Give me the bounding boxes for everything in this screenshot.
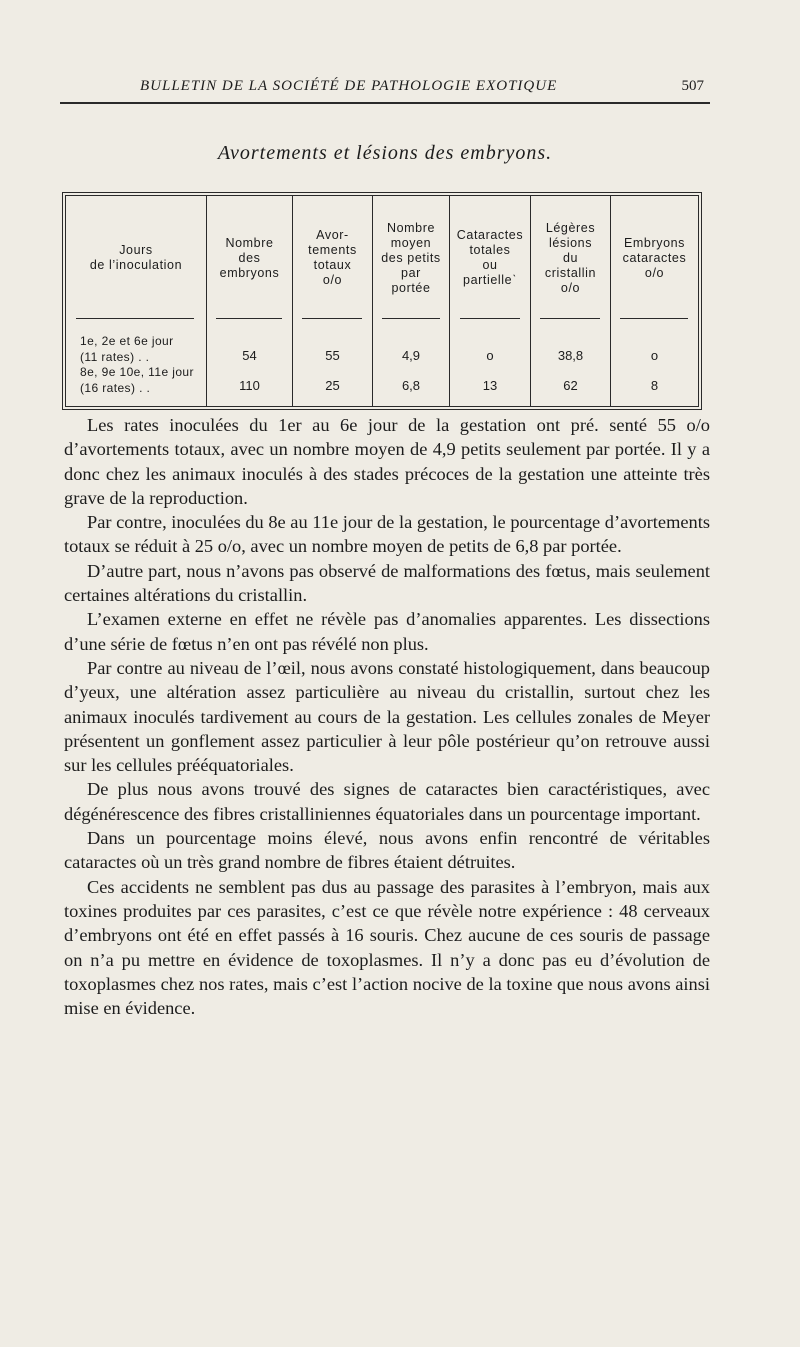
- table-cell: 8: [650, 378, 659, 393]
- row-label-line: (11 rates) . .: [80, 350, 150, 364]
- paragraph: L’examen externe en effet ne révèle pas d’anomalies apparentes. Les dissections d’une série de fœtus n’en ont pas révélé non plus.: [64, 609, 710, 654]
- table-cell: o: [650, 348, 659, 363]
- table-title: Avortements et lésions des embryons.: [217, 142, 553, 164]
- column-header-embryons: Nombre des embryons: [219, 235, 280, 280]
- column-header-cataractes: Cataractes totales ou partielleˋ: [456, 228, 524, 287]
- header-rule: [216, 318, 282, 319]
- row-label-line: (16 rates) . .: [80, 381, 151, 395]
- table-cell: o: [486, 348, 494, 363]
- column-header-embryons-cataractes: Embryons cataractes o/o: [622, 235, 687, 280]
- paragraph: Dans un pourcentage moins élevé, nous avons enfin rencontré de véritables cataractes où un très grand nombre de fibres étaient détruites.: [64, 828, 710, 873]
- table-cell: 38,8: [557, 348, 584, 363]
- table-cell: 55: [325, 348, 340, 363]
- column-header-jours: Jours de l’inoculation: [89, 243, 183, 272]
- paragraph: Les rates inoculées du 1er au 6e jour de la gestation ont pré. senté 55 o/o d’avortements totaux, avec un nombre moyen de 4,9 petits seulement par portée. Il y a donc chez les animaux inoculés à des stades précoces de la gestation une atteinte très grave de la reproduction.: [64, 415, 710, 508]
- row-label-1: [80, 333, 210, 365]
- table-cell: 54: [242, 348, 257, 363]
- header-rule: [302, 318, 362, 319]
- column-header-lesions: Légères lésions du cristallin o/o: [544, 220, 597, 295]
- paragraph: Par contre au niveau de l’œil, nous avons constaté histologiquement, dans beaucoup d’yeux, une altération assez particulière au niveau du cristallin, surtout chez les animaux inoculés tardivement au cours de la gestation. Les cellules zonales de Meyer présentent un gonflement assez particulier à leur pôle postérieur qu’on retrouve aussi sur les cellules prééquatoriales.: [64, 657, 710, 776]
- body-text: [64, 413, 710, 1020]
- header-rule: [460, 318, 520, 319]
- table-cell: 13: [482, 378, 498, 393]
- paragraph: Ces accidents ne semblent pas dus au passage des parasites à l’embryon, mais aux toxines produites par ces parasites, c’est ce que révèle notre expérience : 48 cerveaux d’embryons ont été en effet passés à 16 souris. Chez aucune de ces souris de passage on n’a pu mettre en évidence de toxoplasmes. Il n’y a donc pas eu d’évolution de toxoplasmes chez nos rates, mais c’est l’action nocive de la toxine que nous avons ainsi mise en évidence.: [64, 876, 710, 1019]
- header-rule: [620, 318, 688, 319]
- page-header: [60, 74, 710, 104]
- row-label-line: 1e, 2e et 6e jour: [80, 334, 174, 348]
- running-head: BULLETIN DE LA SOCIÉTÉ DE PATHOLOGIE EXOTIQUE: [140, 78, 558, 94]
- row-label-2: [80, 364, 210, 396]
- table-cell: 110: [239, 378, 260, 393]
- page-number: 507: [681, 78, 704, 94]
- paragraph: Par contre, inoculées du 8e au 11e jour de la gestation, le pourcentage d’avortements totaux se réduit à 25 o/o, avec un nombre moyen de petits de 6,8 par portée.: [64, 512, 710, 557]
- table-cell: 25: [325, 378, 340, 393]
- column-header-avortements: Avor- tements totaux o/o: [308, 228, 357, 287]
- table-cell: 6,8: [401, 378, 421, 393]
- header-rule: [540, 318, 600, 319]
- row-label-line: 8e, 9e 10e, 11e jour: [80, 365, 194, 379]
- paragraph: De plus nous avons trouvé des signes de cataractes bien caractéristiques, avec dégénérescence des fibres cristalliniennes équatoriales dans un pourcentage important.: [64, 779, 710, 824]
- header-rule: [76, 318, 194, 319]
- header-rule: [382, 318, 440, 319]
- column-header-moyen: Nombre moyen des petits par portée: [381, 220, 441, 295]
- table-cell: 4,9: [401, 348, 421, 363]
- table-cell: 62: [563, 378, 578, 393]
- data-table: [62, 192, 702, 410]
- paragraph: D’autre part, nous n’avons pas observé de malformations des fœtus, mais seulement certaines altérations du cristallin.: [64, 560, 710, 606]
